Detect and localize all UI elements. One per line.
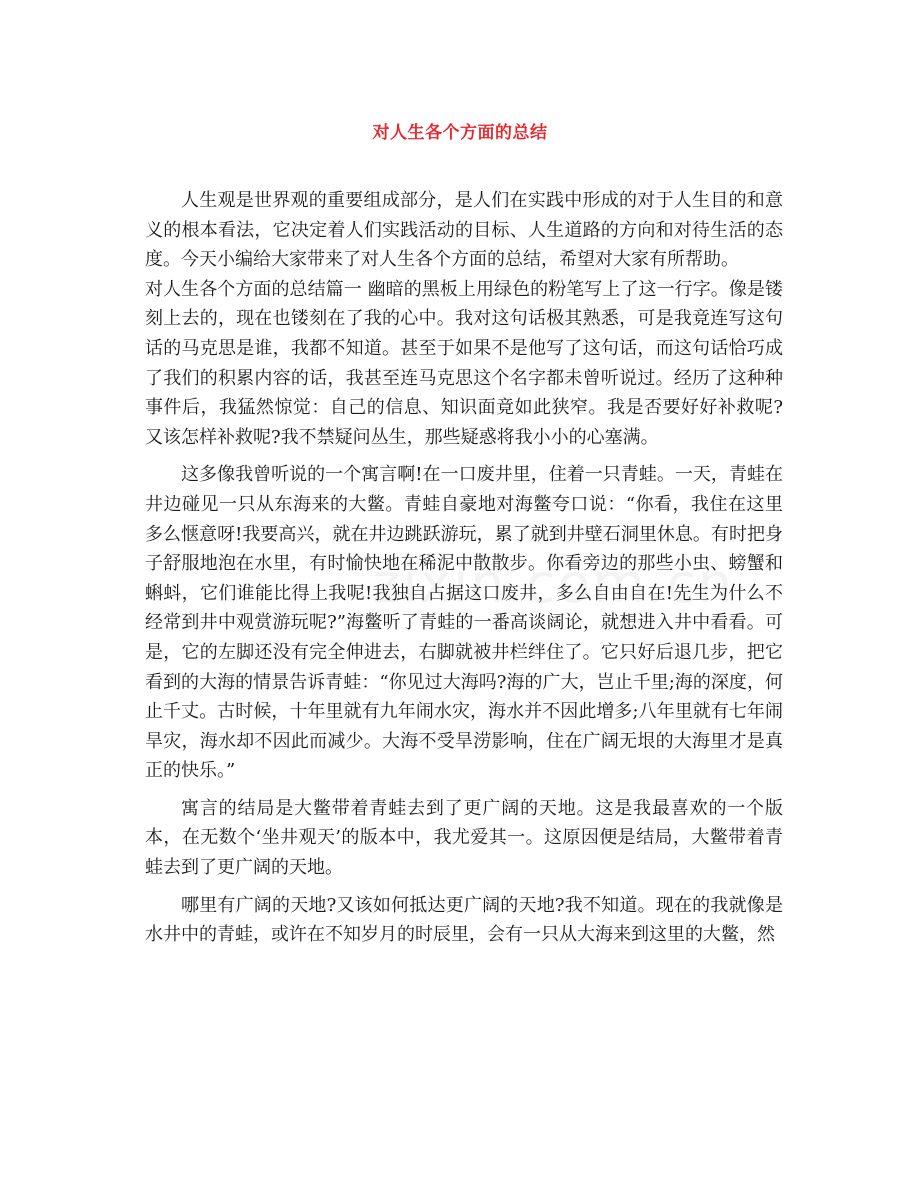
section-heading: 对人生各个方面的总结篇一: [145, 278, 362, 300]
document-body: [145, 186, 783, 950]
intro-paragraph: 人生观是世界观的重要组成部分，是人们在实践中形成的对于人生目的和意义的根本看法，它决定着人们实践活动的目标、人生道路的方向和对待生活的态度。今天小编给大家带来了对人生各个方面的总结，希望对大家有所帮助。: [145, 190, 783, 271]
section-text: 幽暗的黑板上用绿色的粉笔写上了这一行字。像是镂刻上去的，现在也镂刻在了我的心中。我对这句话极其熟悉，可是我竟连写这句话的马克思是谁，我都不知道。甚至于如果不是他写了这句话，而这句话恰巧成了我们的积累内容的话，我甚至连马克思这个名字都未曾听说过。经历了这种种事件后，我猛然惊觉：自己的信息、知识面竟如此狭窄。我是否要好好补救呢?又该怎样补救呢?我不禁疑问丛生，那些疑惑将我小小的心塞满。: [145, 278, 783, 448]
section-paragraph: [145, 275, 783, 453]
fable-paragraph: 这多像我曾听说的一个寓言啊!在一口废井里，住着一只青蛙。一天，青蛙在井边碰见一只从东海来的大鳖。青蛙自豪地对海鳖夸口说：“你看，我住在这里多么惬意呀!我要高兴，就在井边跳跃游玩，累了就到井壁石洞里休息。有时把身子舒服地泡在水里，有时愉快地在稀泥中散散步。你看旁边的那些小虫、螃蟹和蝌蚪，它们谁能比得上我呢!我独自占据这口废井，多么自由自在!先生为什么不经常到井中观赏游玩呢?”海鳖听了青蛙的一番高谈阔论，就想进入井中看看。可是，它的左脚还没有完全伸进去，右脚就被井栏绊住了。它只好后退几步，把它看到的大海的情景告诉青蛙：“你见过大海吗?海的广大，岂止千里;海的深度，何止千丈。古时候，十年里就有九年闹水灾，海水并不因此增多;八年里就有七年闹旱灾，海水却不因此而减少。大海不受旱涝影响，住在广阔无垠的大海里才是真正的快乐。”: [145, 464, 783, 782]
document-title: 对人生各个方面的总结: [372, 123, 548, 143]
question-paragraph: 哪里有广阔的天地?又该如何抵达更广阔的天地?我不知道。现在的我就像是水井中的青蛙，或许在不知岁月的时辰里，会有一只从大海来到这里的大鳖，然: [145, 894, 783, 946]
ending-paragraph: 寓言的结局是大鳖带着青蛙去到了更广阔的天地。这是我最喜欢的一个版本，在无数个‘坐井观天’的版本中，我尤爱其一。这原因便是结局，大鳖带着青蛙去到了更广阔的天地。: [145, 797, 783, 879]
